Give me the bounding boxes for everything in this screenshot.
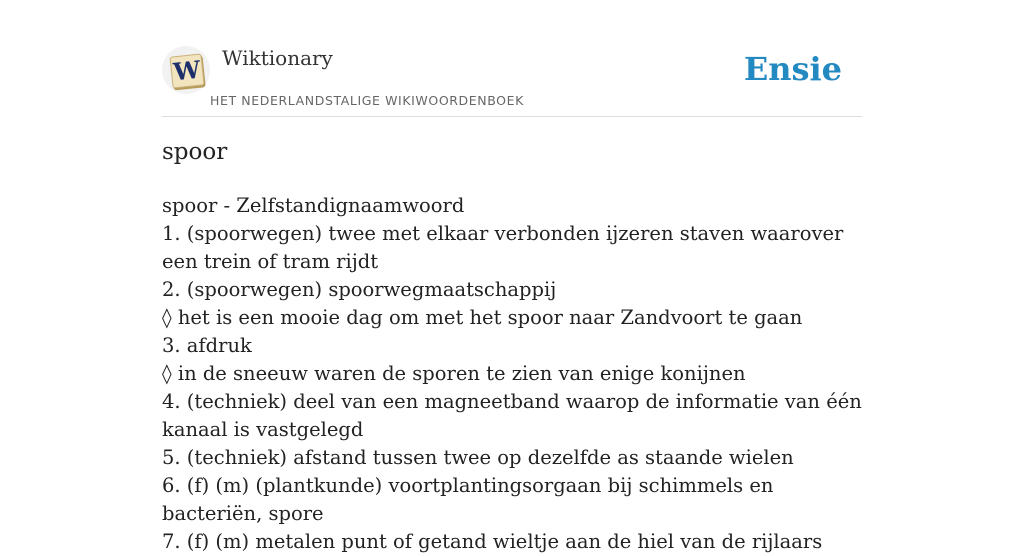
definition-2: 2. (spoorwegen) spoorwegmaatschappij xyxy=(162,278,557,301)
page-title: spoor xyxy=(162,139,228,165)
definition-5: 5. (techniek) afstand tussen twee op dezelfde as staande wielen xyxy=(162,446,794,469)
ensie-brand-link[interactable]: Ensie xyxy=(743,50,842,88)
definition-7: 7. (f) (m) metalen punt of getand wieltje aan de hiel van de rijlaars xyxy=(162,530,823,553)
site-header xyxy=(162,0,862,117)
site-tagline: HET NEDERLANDSTALIGE WIKIWOORDENBOEK xyxy=(210,93,524,108)
definition-3: 3. afdruk xyxy=(162,334,252,357)
logo-tile-icon: W xyxy=(169,53,204,88)
wiktionary-logo[interactable] xyxy=(162,46,210,94)
page xyxy=(162,0,862,553)
definition-6: 6. (f) (m) (plantkunde) voortplantingsorgaan bij schimmels en bacteriën, spore xyxy=(162,474,774,525)
word-class-line: spoor - Zelfstandignaamwoord xyxy=(162,194,465,217)
example-3: ◊ in de sneeuw waren de sporen te zien van enige konijnen xyxy=(162,362,746,385)
definition-4: 4. (techniek) deel van een magneetband waarop de informatie van één kanaal is vastgelegd xyxy=(162,390,862,441)
example-2: ◊ het is een mooie dag om met het spoor naar Zandvoort te gaan xyxy=(162,306,803,329)
definition-1: 1. (spoorwegen) twee met elkaar verbonden ijzeren staven waarover een trein of tram rijdt xyxy=(162,222,844,273)
definition-list xyxy=(162,192,862,556)
site-name[interactable]: Wiktionary xyxy=(222,46,333,70)
